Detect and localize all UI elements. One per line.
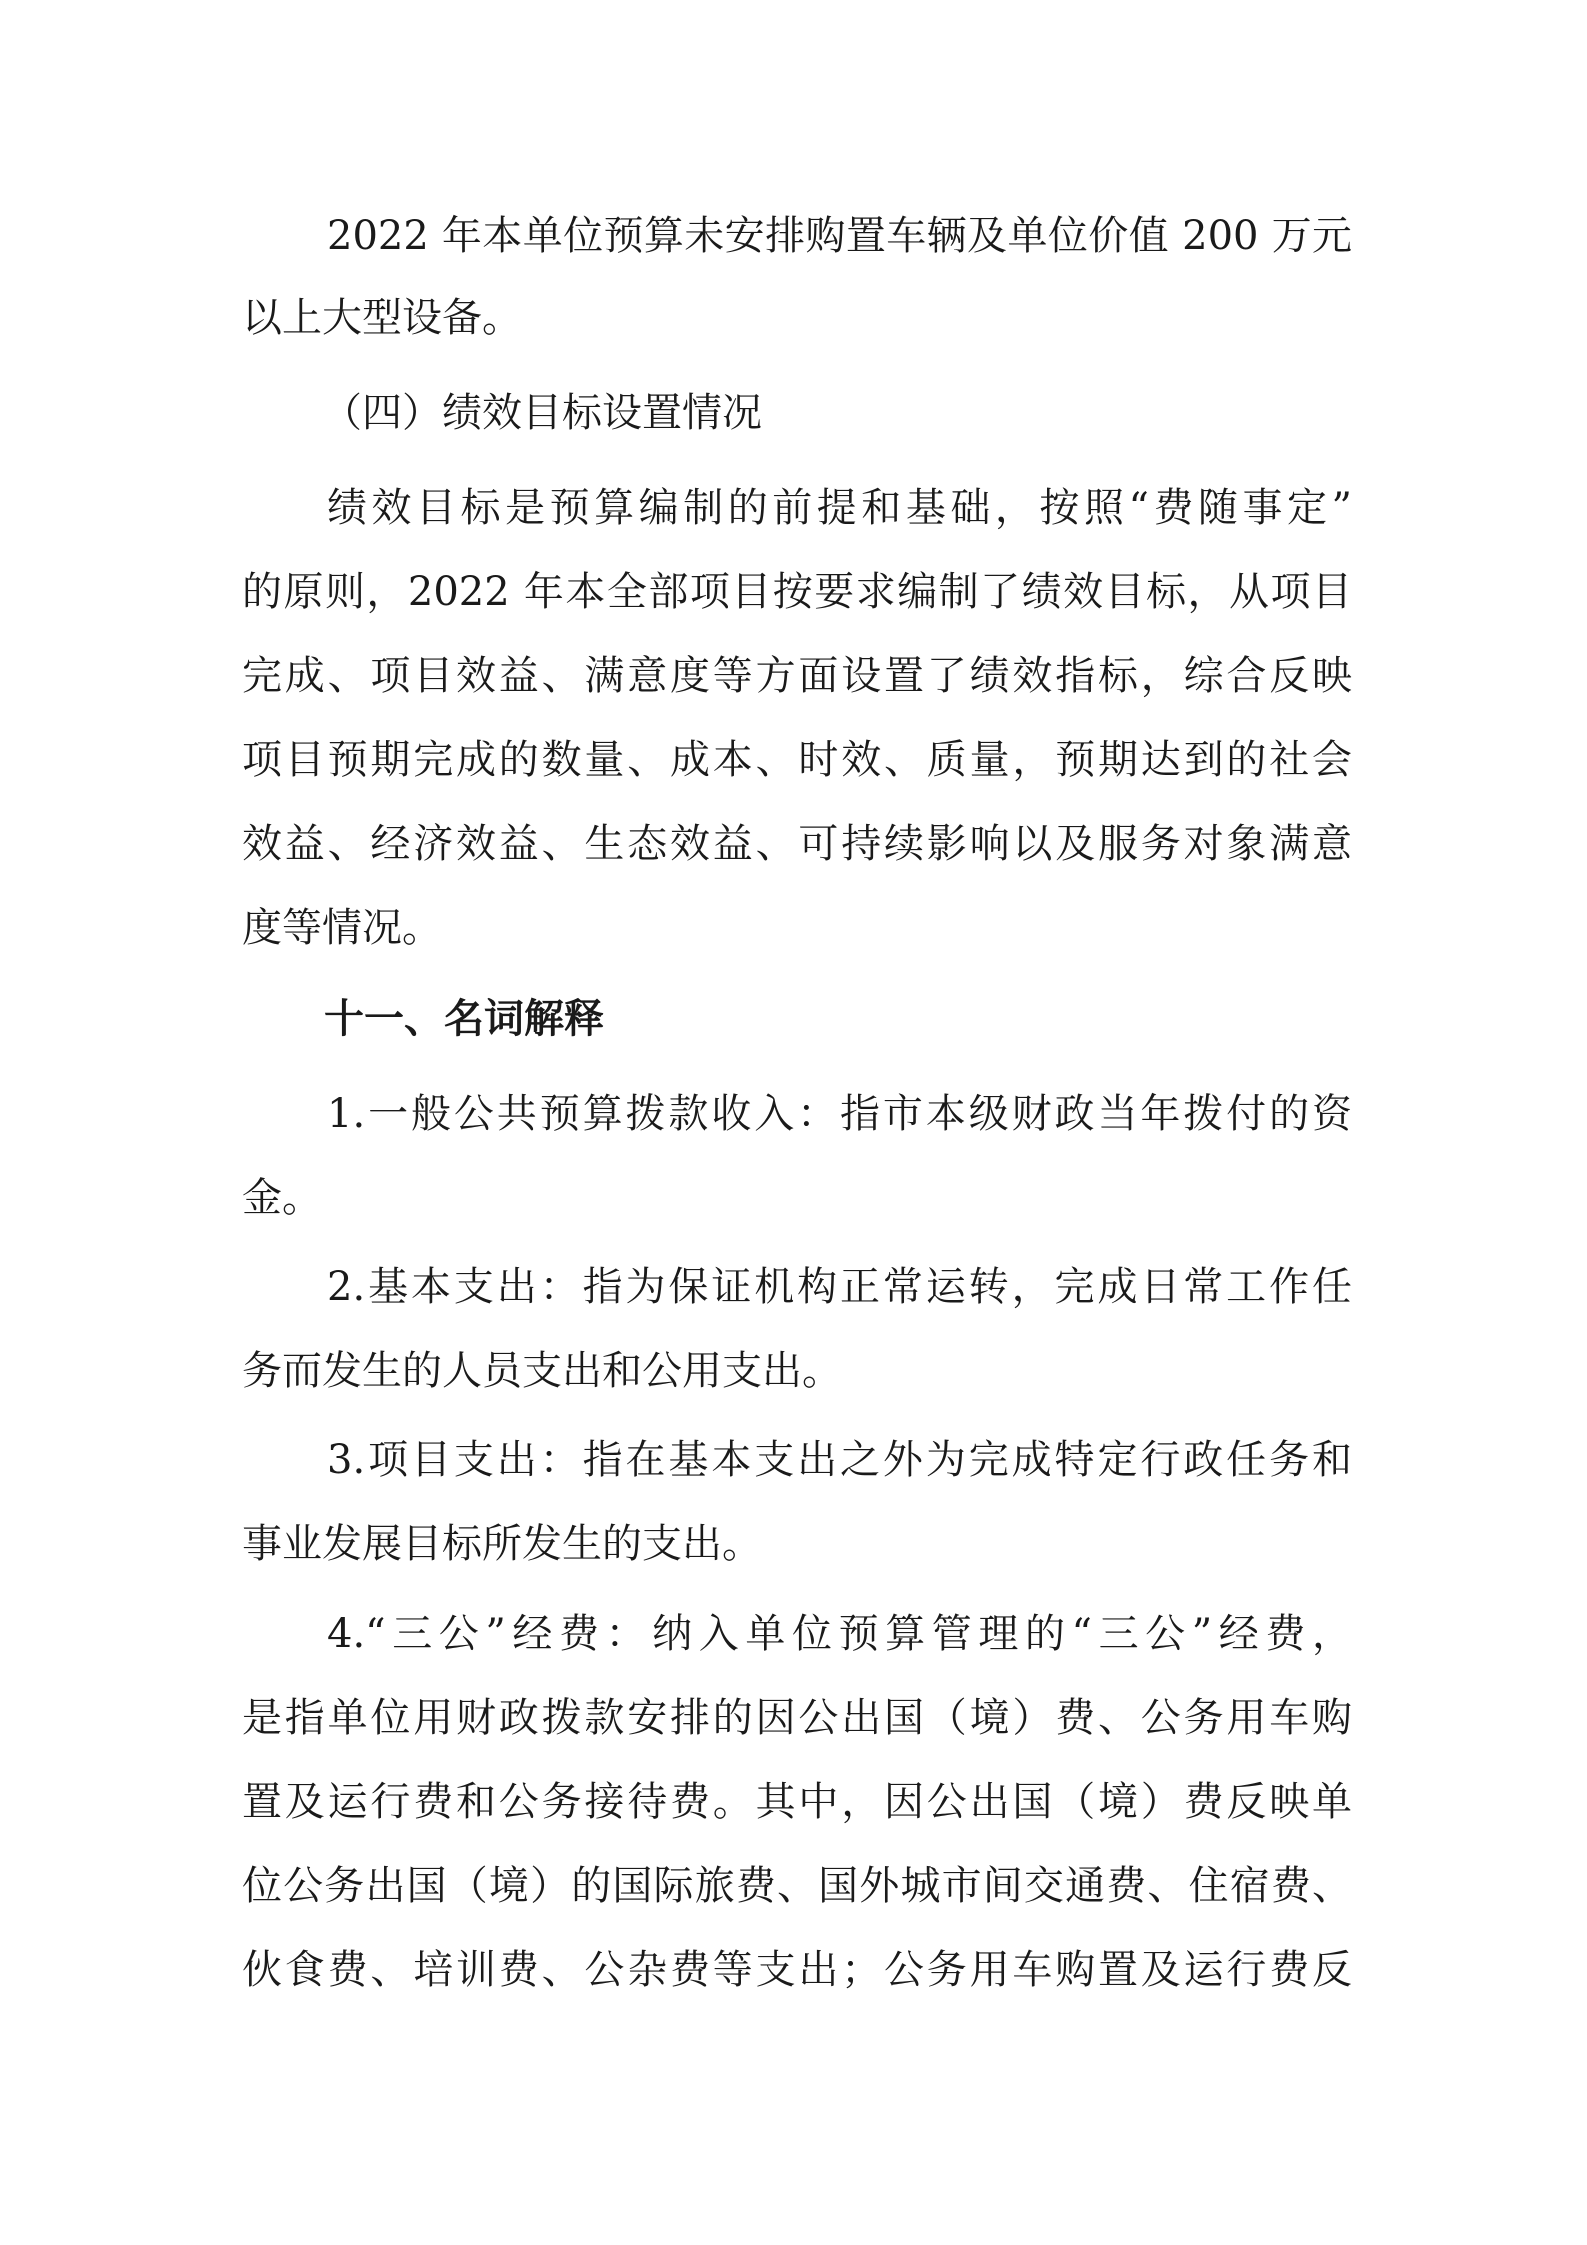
performance-paragraph-line-6: 度等情况。 xyxy=(242,905,442,951)
section-heading-glossary: 十一、名词解释 xyxy=(324,996,604,1042)
performance-paragraph-line-1: 绩效目标是预算编制的前提和基础，按照“费随事定” xyxy=(327,485,1352,531)
vehicle-paragraph-line-2: 以上大型设备。 xyxy=(242,295,522,341)
performance-paragraph-line-3: 完成、项目效益、满意度等方面设置了绩效指标，综合反映 xyxy=(242,653,1352,699)
term1-line-1: 1.一般公共预算拨款收入：指市本级财政当年拨付的资 xyxy=(327,1091,1352,1137)
vehicle-paragraph-line-1: 2022 年本单位预算未安排购置车辆及单位价值 200 万元 xyxy=(327,213,1352,259)
performance-paragraph-line-5: 效益、经济效益、生态效益、可持续影响以及服务对象满意 xyxy=(242,821,1352,867)
performance-paragraph-line-4: 项目预期完成的数量、成本、时效、质量，预期达到的社会 xyxy=(242,737,1352,783)
term4-line-5: 伙食费、培训费、公杂费等支出；公务用车购置及运行费反 xyxy=(242,1947,1352,1993)
term3-line-2: 事业发展目标所发生的支出。 xyxy=(242,1521,762,1567)
term4-line-4: 位公务出国（境）的国际旅费、国外城市间交通费、住宿费、 xyxy=(242,1863,1352,1909)
term2-line-1: 2.基本支出：指为保证机构正常运转，完成日常工作任 xyxy=(327,1264,1352,1310)
term4-line-3: 置及运行费和公务接待费。其中，因公出国（境）费反映单 xyxy=(242,1779,1352,1825)
term2-line-2: 务而发生的人员支出和公用支出。 xyxy=(242,1348,842,1394)
performance-paragraph-line-2: 的原则，2022 年本全部项目按要求编制了绩效目标，从项目 xyxy=(242,569,1352,615)
term1-line-2: 金。 xyxy=(242,1175,322,1221)
subsection-heading-performance: （四）绩效目标设置情况 xyxy=(322,390,762,436)
term4-line-2: 是指单位用财政拨款安排的因公出国（境）费、公务用车购 xyxy=(242,1695,1352,1741)
term3-line-1: 3.项目支出：指在基本支出之外为完成特定行政任务和 xyxy=(327,1437,1352,1483)
term4-line-1: 4.“三公”经费：纳入单位预算管理的“三公”经费， xyxy=(327,1611,1352,1657)
